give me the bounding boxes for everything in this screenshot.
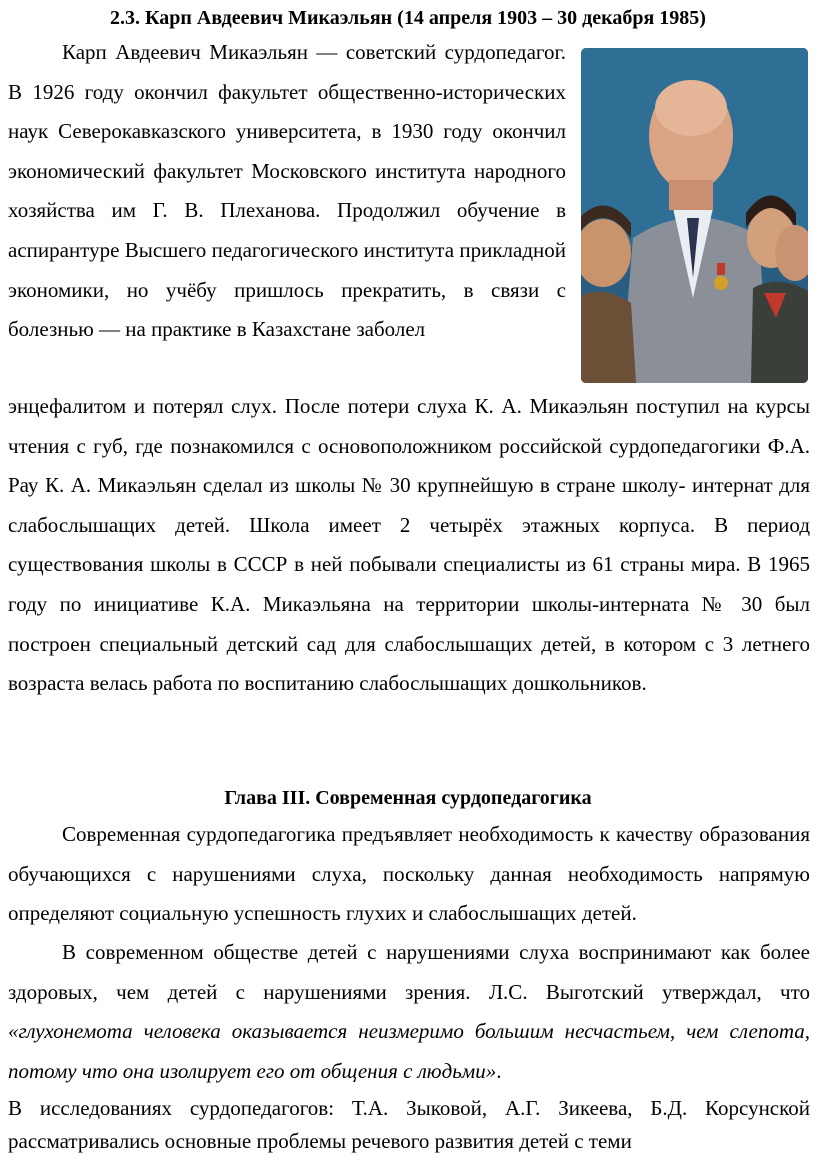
vygotsky-quote: «глухонемота человека оказывается неизмеримо большим несчастьем, чем слепота, потому что она изолирует его от общения с людьми» <box>8 1019 810 1083</box>
chapter-paragraph-2 <box>8 933 810 1091</box>
paragraph-2-text: В современном обществе детей с нарушениями слуха воспринимают как более здоровых, чем детей с нарушениями зрения. Л.С. Выготский утверждал, что <box>8 940 810 1004</box>
chapter-heading: Глава III. Современная сурдопедагогика <box>224 787 592 809</box>
bio-paragraph-wrapped: Карп Авдеевич Микаэльян — советский сурдопедагог. В 1926 году окончил факультет общественно-исторических наук Северокавказского университета, в 1930 году окончил экономический факультет Московского института народного хозяйства им Г. В. Плеханова. Продолжил обучение в аспирантуре Высшего педагогического института прикладной экономики, но учёбу пришлось прекратить, в связи с болезнью — на практике в Казахстане заболел <box>8 40 566 342</box>
chapter-paragraph-1: Современная сурдопедагогика предъявляет необходимость к качеству образования обучающихся с нарушениями слуха, поскольку данная необходимость напрямую определяют социальную успешность глухих и слабослышащих детей. <box>8 822 810 926</box>
chapter-paragraph-3: В исследованиях сурдопедагогов: Т.А. Зыковой, А.Г. Зикеева, Б.Д. Корсунской рассматривались основные проблемы речевого развития детей с теми <box>8 1096 810 1153</box>
bio-paragraph-continued: энцефалитом и потерял слух. После потери слуха К. А. Микаэльян поступил на курсы чтения с губ, где познакомился с основоположником российской сурдопедагогики Ф.А. Рау К. А. Микаэльян сделал из школы № 30 крупнейшую в стране школу- интернат для слабослышащих детей. Школа имеет 2 четырёх этажных корпуса. В период существования школы в СССР в ней побывали специалисты из 61 страны мира. В 1965 году по инициативе К.А. Микаэльяна на территории школы-интерната № 30 был построен специальный детский сад для слабослышащих детей, в котором с 3 летнего возраста велась работа по воспитанию слабослышащих дошкольников. <box>8 394 810 696</box>
paragraph-2-end: . <box>496 1058 502 1083</box>
portrait-photo-icon <box>581 48 808 383</box>
section-heading: 2.3. Карп Авдеевич Микаэльян (14 апреля 1903 – 30 декабря 1985) <box>110 7 706 29</box>
portrait-photo <box>581 48 808 383</box>
